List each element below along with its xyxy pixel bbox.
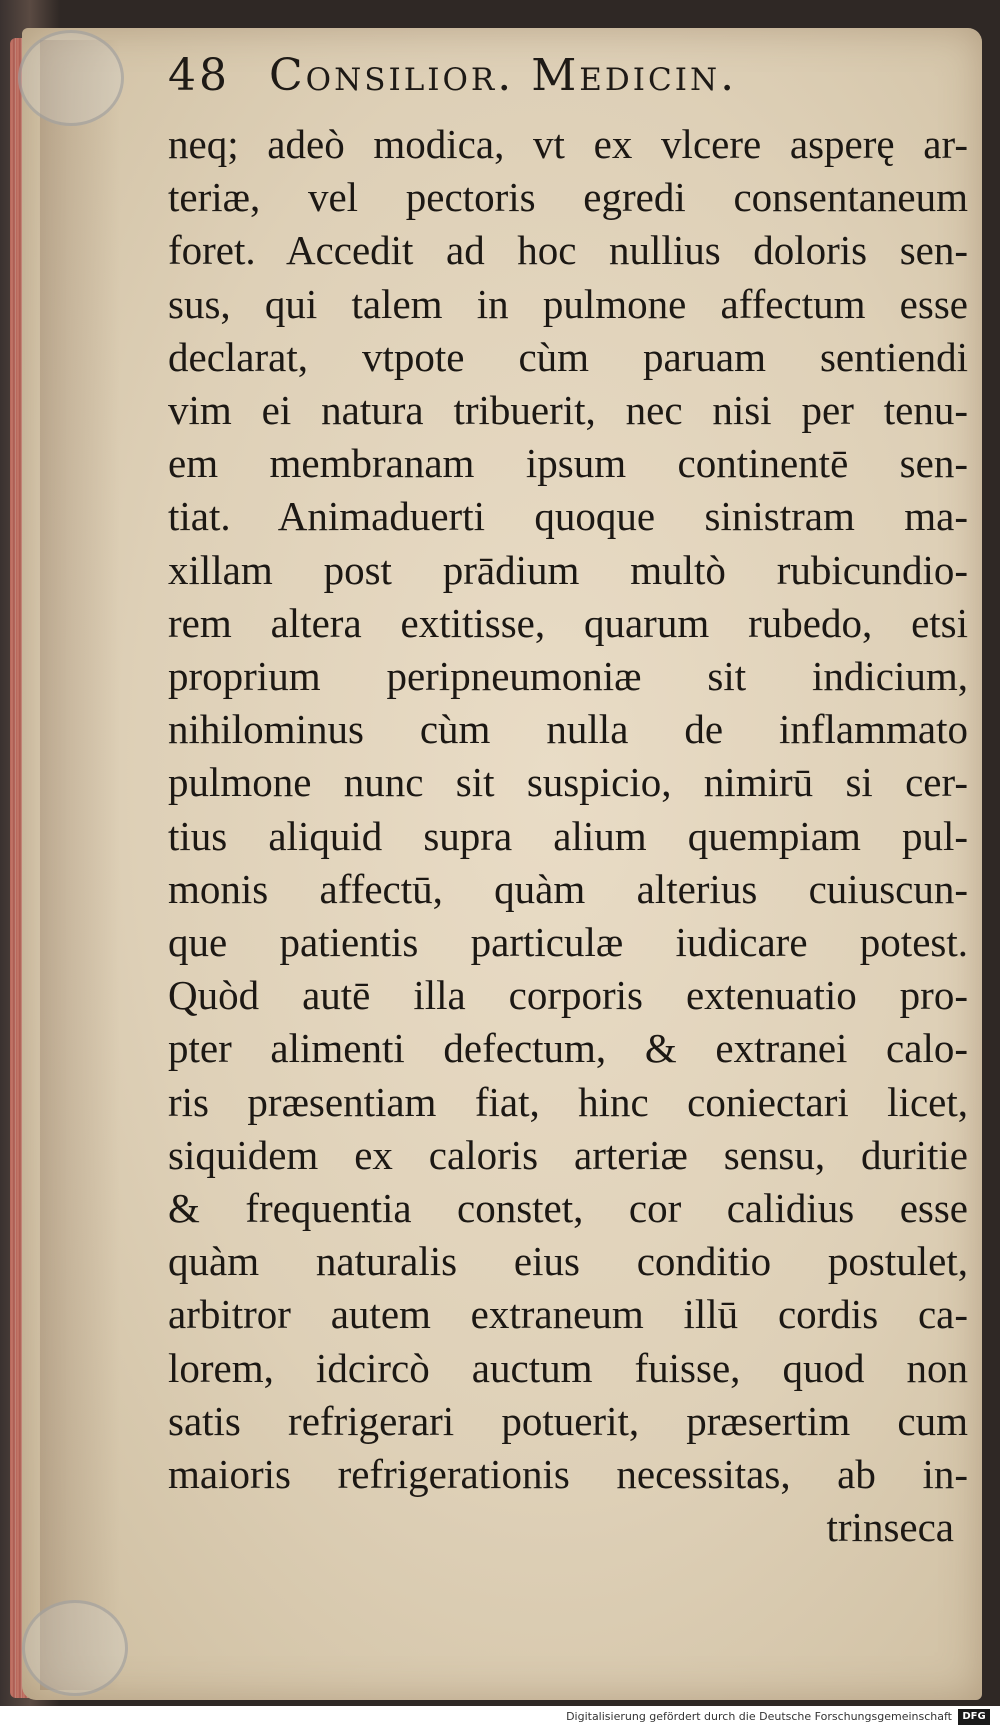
text-line: monis affectū, quàm alterius cuiuscun- — [168, 865, 968, 912]
text-line: neq; adeò modica, vt ex vlcere asperę ar- — [168, 121, 968, 167]
text-line: proprium peripneumoniæ sit indicium, — [168, 653, 968, 700]
text-line: rem altera extitisse, quarum rubedo, etsi — [168, 599, 968, 646]
body-text — [168, 118, 968, 1554]
text-line: arbitror autem extraneum illū cordis ca- — [168, 1291, 968, 1338]
running-title: Consilior. Medicin. — [269, 50, 738, 101]
text-line: maioris refrigerationis necessitas, ab in- — [168, 1451, 968, 1498]
text-line: pter alimenti defectum, & extranei calo- — [168, 1025, 968, 1072]
digitization-credit: Digitalisierung gefördert durch die Deutsche Forschungsgemeinschaft — [566, 1710, 952, 1723]
page-clip-top — [18, 30, 124, 126]
text-line: lorem, idcircò auctum fuisse, quod non — [168, 1344, 968, 1391]
page-header — [168, 50, 968, 110]
text-line: siquidem ex caloris arteriæ sensu, duritie — [168, 1131, 968, 1178]
text-line: Quòd autē illa corporis extenuatio pro- — [168, 972, 968, 1019]
text-line: satis refrigerari potuerit, præsertim cum — [168, 1397, 968, 1444]
text-line: nihilominus cùm nulla de inflammato — [168, 706, 968, 753]
text-line: foret. Accedit ad hoc nullius doloris sen- — [168, 227, 968, 274]
text-line: ris præsentiam fiat, hinc coniectari licet, — [168, 1078, 968, 1125]
text-line: pulmone nunc sit suspicio, nimirū si cer- — [168, 759, 968, 806]
page-clip-bottom — [22, 1600, 128, 1696]
text-line: quàm naturalis eius conditio postulet, — [168, 1238, 968, 1285]
text-line: em membranam ipsum continentē sen- — [168, 440, 968, 487]
catchword: trinseca — [826, 1504, 954, 1551]
dfg-logo: DFG — [958, 1709, 990, 1725]
text-line: tius aliquid supra alium quempiam pul- — [168, 812, 968, 859]
text-line: sus, qui talem in pulmone affectum esse — [168, 280, 968, 327]
page-number: 48 — [168, 50, 230, 101]
text-line: teriæ, vel pectoris egredi consentaneum — [168, 174, 968, 221]
text-line: vim ei natura tribuerit, nec nisi per tenu- — [168, 387, 968, 434]
text-line: & frequentia constet, cor calidius esse — [168, 1185, 968, 1232]
text-line: xillam post prādium multò rubicundio- — [168, 546, 968, 593]
text-line: tiat. Animaduerti quoque sinistram ma- — [168, 493, 968, 540]
text-line: que patientis particulæ iudicare potest. — [168, 919, 968, 966]
gutter-shadow — [40, 40, 120, 1690]
text-line: declarat, vtpote cùm paruam sentiendi — [168, 333, 968, 380]
